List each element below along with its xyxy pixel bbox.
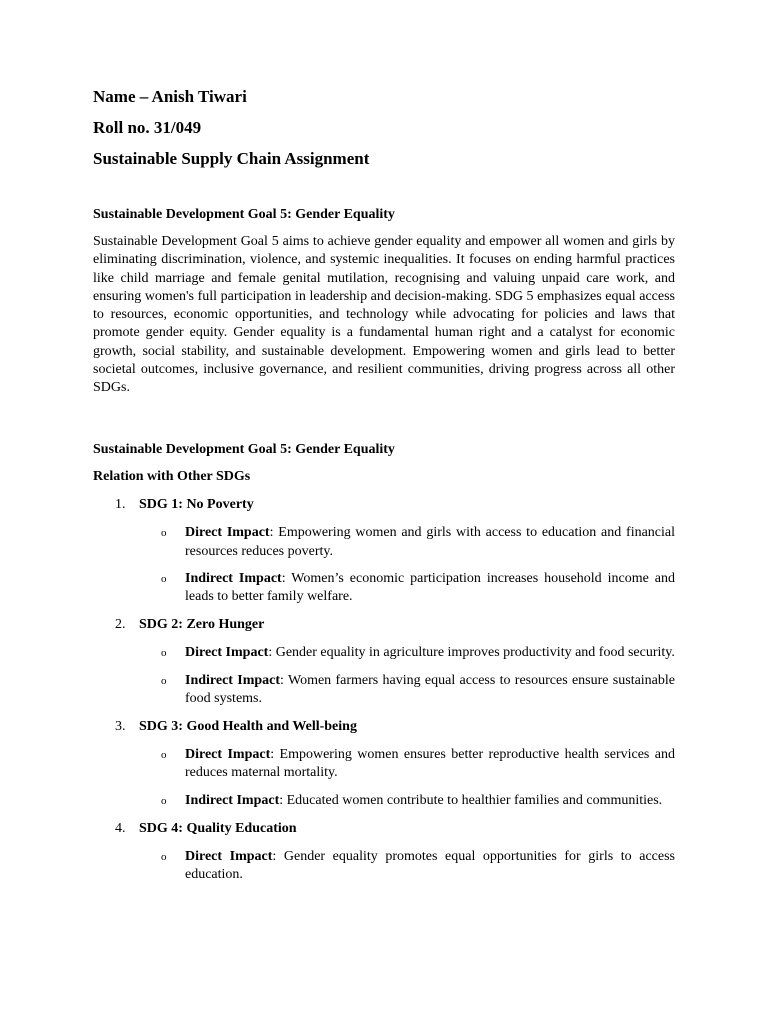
sdg-title-row <box>93 496 675 514</box>
impact-item <box>93 792 675 810</box>
impact-item <box>93 672 675 709</box>
impact-list <box>93 848 675 885</box>
sdg-title-row <box>93 616 675 634</box>
sdg-title-row <box>93 820 675 838</box>
roll-number: Roll no. 31/049 <box>93 118 202 137</box>
impact-description: : Gender equality in agriculture improves productivity and food security. <box>268 645 675 661</box>
sdg-number: 1. <box>115 497 126 513</box>
impact-description: : Women farmers having equal access to resources ensure sustainable food systems. <box>185 672 676 706</box>
impact-label: Indirect Impact <box>185 570 282 586</box>
bullet-icon: o <box>161 647 167 660</box>
impact-text <box>185 672 675 709</box>
impact-label: Direct Impact <box>185 747 271 762</box>
document-page <box>93 86 675 894</box>
impact-item <box>93 644 675 662</box>
sdg-number: 2. <box>115 617 126 633</box>
bullet-icon: o <box>161 794 167 807</box>
impact-description: : Educated women contribute to healthier families and communities. <box>279 792 663 808</box>
impact-text <box>185 848 675 885</box>
sdg-item <box>93 496 675 606</box>
sdg-list <box>93 496 675 884</box>
bullet-icon: o <box>161 749 167 761</box>
bullet-icon: o <box>161 572 167 585</box>
impact-item <box>93 524 675 561</box>
impact-label: Indirect Impact <box>185 792 280 808</box>
intro-paragraph: Sustainable Development Goal 5 aims to achieve gender equality and empower all women and girls by eliminating discrimination, violence, and systemic inequalities. It focuses on ending harmful practices like child marriage and female genital mutilation, recognising and valuing unpaid care work, and ensuring women's full participation in leadership and decision-making. SDG 5 emphasizes equal access to resources, economic opportunities, and technology while advocating for policies and laws that promote gender equity. Gender equality is a fundamental human right and a catalyst for economic growth, social stability, and sustainable development. Empowering women and girls lead to better societal outcomes, inclusive governance, and resilient communities, driving progress across all other SDGs. <box>93 234 675 395</box>
impact-description: : Empowering women ensures better reproductive health services and reduces maternal mortality. <box>185 747 675 781</box>
relations-subheading: Relation with Other SDGs <box>93 469 251 485</box>
impact-item <box>93 570 675 607</box>
impact-list <box>93 644 675 708</box>
impact-item <box>93 746 675 783</box>
sdg-number: 4. <box>115 820 126 836</box>
student-name: Name – Anish Tiwari <box>93 87 247 106</box>
impact-text <box>185 524 675 561</box>
impact-list <box>93 524 675 606</box>
sdg-item <box>93 616 675 708</box>
assignment-title: Sustainable Supply Chain Assignment <box>93 149 370 168</box>
impact-label: Direct Impact <box>185 645 269 661</box>
impact-text <box>185 746 675 783</box>
sdg-title: SDG 3: Good Health and Well-being <box>139 719 357 734</box>
impact-label: Direct Impact <box>185 848 273 864</box>
bullet-icon: o <box>161 527 167 540</box>
impact-description: : Empowering women and girls with access to education and financial resources reduces poverty. <box>185 525 675 559</box>
impact-item <box>93 848 675 885</box>
impact-description: : Women’s economic participation increases household income and leads to better family welfare. <box>185 570 676 604</box>
sdg-item <box>93 718 675 810</box>
sdg-title-row <box>93 718 675 736</box>
impact-text <box>185 792 675 810</box>
bullet-icon: o <box>161 850 167 863</box>
impact-list <box>93 746 675 810</box>
relations-heading: Sustainable Development Goal 5: Gender Equality <box>93 442 395 458</box>
sdg-item <box>93 820 675 885</box>
sdg-title: SDG 2: Zero Hunger <box>139 617 265 633</box>
impact-label: Indirect Impact <box>185 672 281 688</box>
impact-label: Direct Impact <box>185 525 270 541</box>
bullet-icon: o <box>161 674 167 687</box>
impact-text <box>185 644 675 662</box>
sdg-title: SDG 1: No Poverty <box>139 497 254 513</box>
intro-heading: Sustainable Development Goal 5: Gender Equality <box>93 207 395 222</box>
impact-text <box>185 570 675 607</box>
impact-description: : Gender equality promotes equal opportunities for girls to access education. <box>185 848 675 882</box>
sdg-number: 3. <box>115 719 126 734</box>
sdg-title: SDG 4: Quality Education <box>139 820 297 836</box>
